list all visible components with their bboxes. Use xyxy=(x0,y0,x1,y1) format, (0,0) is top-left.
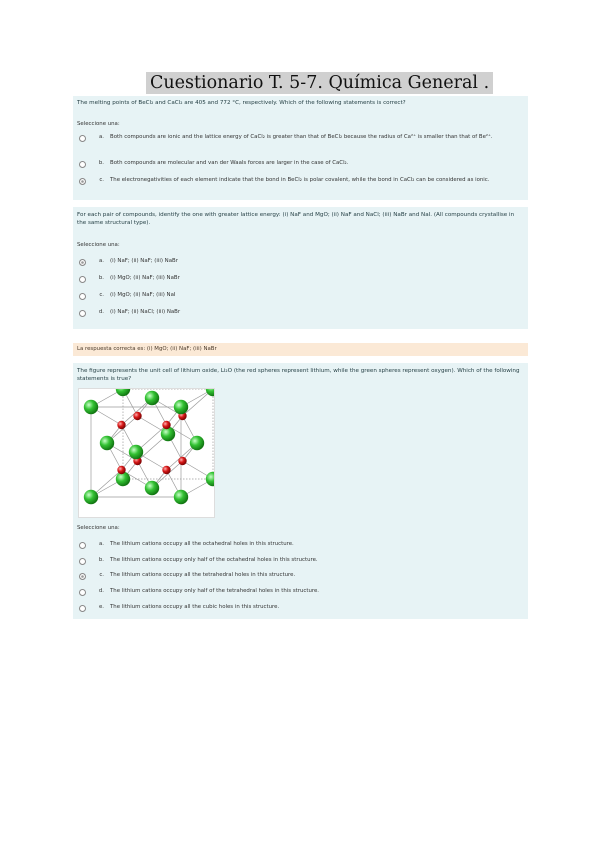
radio-button[interactable] xyxy=(79,293,86,300)
radio-button[interactable] xyxy=(79,276,86,283)
oxygen-atom xyxy=(174,400,188,414)
option-text: Both compounds are ionic and the lattice energy of CaCl₂ is greater than that of BeCl₂ because the radius of Ca²⁺ is smaller than that of Be²⁺. xyxy=(110,134,493,140)
question-1 xyxy=(73,96,528,200)
q3-option-e[interactable]: e. The lithium cations occupy all the cubic holes in this structure. xyxy=(79,603,279,612)
radio-button[interactable] xyxy=(79,605,86,612)
q1-option-a[interactable]: a. Both compounds are ionic and the lattice energy of CaCl₂ is greater than that of BeCl₂ because the radius of Ca²⁺ is smaller than that of Be²⁺. xyxy=(79,133,524,142)
q2-option-a[interactable]: a. (i) NaF; (ii) NaF; (iii) NaBr xyxy=(79,257,178,266)
option-text: (i) MgO; (ii) NaF; (iii) NaBr xyxy=(110,275,180,281)
oxygen-atom xyxy=(116,472,130,486)
radio-button[interactable] xyxy=(79,135,86,142)
radio-button-selected[interactable] xyxy=(79,259,86,266)
correct-answer-feedback xyxy=(73,343,528,356)
radio-button[interactable] xyxy=(79,558,86,565)
select-label: Seleccione una: xyxy=(77,242,120,248)
radio-button[interactable] xyxy=(79,310,86,317)
oxygen-atom xyxy=(84,490,98,504)
radio-button-selected[interactable] xyxy=(79,178,86,185)
oxygen-atom xyxy=(116,389,130,396)
radio-button[interactable] xyxy=(79,161,86,168)
radio-button[interactable] xyxy=(79,542,86,549)
radio-button[interactable] xyxy=(79,589,86,596)
lithium-atom xyxy=(133,412,141,420)
select-label: Seleccione una: xyxy=(77,525,120,531)
select-label: Seleccione una: xyxy=(77,121,120,127)
q1-option-c[interactable]: c. The electronegativities of each element indicate that the bond in BeCl₂ is polar covalent, while the bond in CaCl₂ can be considered as ionic. xyxy=(79,176,524,185)
q1-option-b[interactable]: b. Both compounds are molecular and van der Waals forces are larger in the case of CaCl₂. xyxy=(79,159,524,168)
lithium-atom xyxy=(117,466,125,474)
option-text: (i) NaF; (ii) NaCl; (iii) NaBr xyxy=(110,309,181,315)
question-2-text: For each pair of compounds, identify the one with greater lattice energy: (i) NaF and MgO; (ii) NaF and NaCl; (iii) NaBr and NaI. (All compounds crystallise in the same structural type). xyxy=(77,212,515,226)
oxygen-atom xyxy=(206,472,214,486)
option-text: The lithium cations occupy all the tetrahedral holes in this structure. xyxy=(110,572,296,578)
question-2 xyxy=(73,207,528,329)
lithium-atom xyxy=(162,466,170,474)
correct-answer-text: La respuesta correcta es: (i) MgO; (ii) NaF; (iii) NaBr xyxy=(77,346,217,352)
q2-option-b[interactable]: b. (i) MgO; (ii) NaF; (iii) NaBr xyxy=(79,274,180,283)
oxygen-atom xyxy=(145,391,159,405)
oxygen-atom xyxy=(84,400,98,414)
oxygen-atom xyxy=(161,427,175,441)
li2o-unit-cell-diagram xyxy=(79,389,214,517)
option-text: The lithium cations occupy all the cubic holes in this structure. xyxy=(110,604,280,610)
radio-button-selected[interactable] xyxy=(79,573,86,580)
option-text: The lithium cations occupy all the octahedral holes in this structure. xyxy=(110,541,294,547)
q3-option-b[interactable]: b. The lithium cations occupy only half of the octahedral holes in this structure. xyxy=(79,556,318,565)
oxygen-atom xyxy=(129,445,143,459)
q3-option-a[interactable]: a. The lithium cations occupy all the octahedral holes in this structure. xyxy=(79,540,294,549)
option-text: Both compounds are molecular and van der Waals forces are larger in the case of CaCl₂. xyxy=(110,160,349,166)
lithium-atom xyxy=(178,457,186,465)
oxygen-atom xyxy=(206,389,214,396)
option-text: The electronegativities of each element indicate that the bond in BeCl₂ is polar covalent, while the bond in CaCl₂ can be considered as ionic. xyxy=(110,177,490,183)
lithium-atom xyxy=(162,421,170,429)
question-1-text: The melting points of BeCl₂ and CaCl₂ are 405 and 772 °C, respectively. Which of the following statements is correct? xyxy=(77,100,406,106)
oxygen-atom xyxy=(100,436,114,450)
q3-option-c[interactable]: c. The lithium cations occupy all the tetrahedral holes in this structure. xyxy=(79,571,295,580)
option-text: (i) MgO; (ii) NaF; (iii) NaI xyxy=(110,292,176,298)
unit-cell-figure xyxy=(78,388,215,518)
option-text: The lithium cations occupy only half of the octahedral holes in this structure. xyxy=(110,557,318,563)
question-3-text: The figure represents the unit cell of lithium oxide, Li₂O (the red spheres represent lithium, while the green spheres represent oxygen). Which of the following statements is true? xyxy=(77,368,520,382)
q2-option-c[interactable]: c. (i) MgO; (ii) NaF; (iii) NaI xyxy=(79,291,175,300)
option-text: (i) NaF; (ii) NaF; (iii) NaBr xyxy=(110,258,178,264)
oxygen-atom xyxy=(174,490,188,504)
oxygen-atom xyxy=(190,436,204,450)
page-title: Cuestionario T. 5-7. Química General . xyxy=(146,72,493,94)
option-text: The lithium cations occupy only half of the tetrahedral holes in this structure. xyxy=(110,588,319,594)
q3-option-d[interactable]: d. The lithium cations occupy only half of the tetrahedral holes in this structure. xyxy=(79,587,319,596)
lithium-atom xyxy=(117,421,125,429)
q2-option-d[interactable]: d. (i) NaF; (ii) NaCl; (iii) NaBr xyxy=(79,308,180,317)
oxygen-atom xyxy=(145,481,159,495)
